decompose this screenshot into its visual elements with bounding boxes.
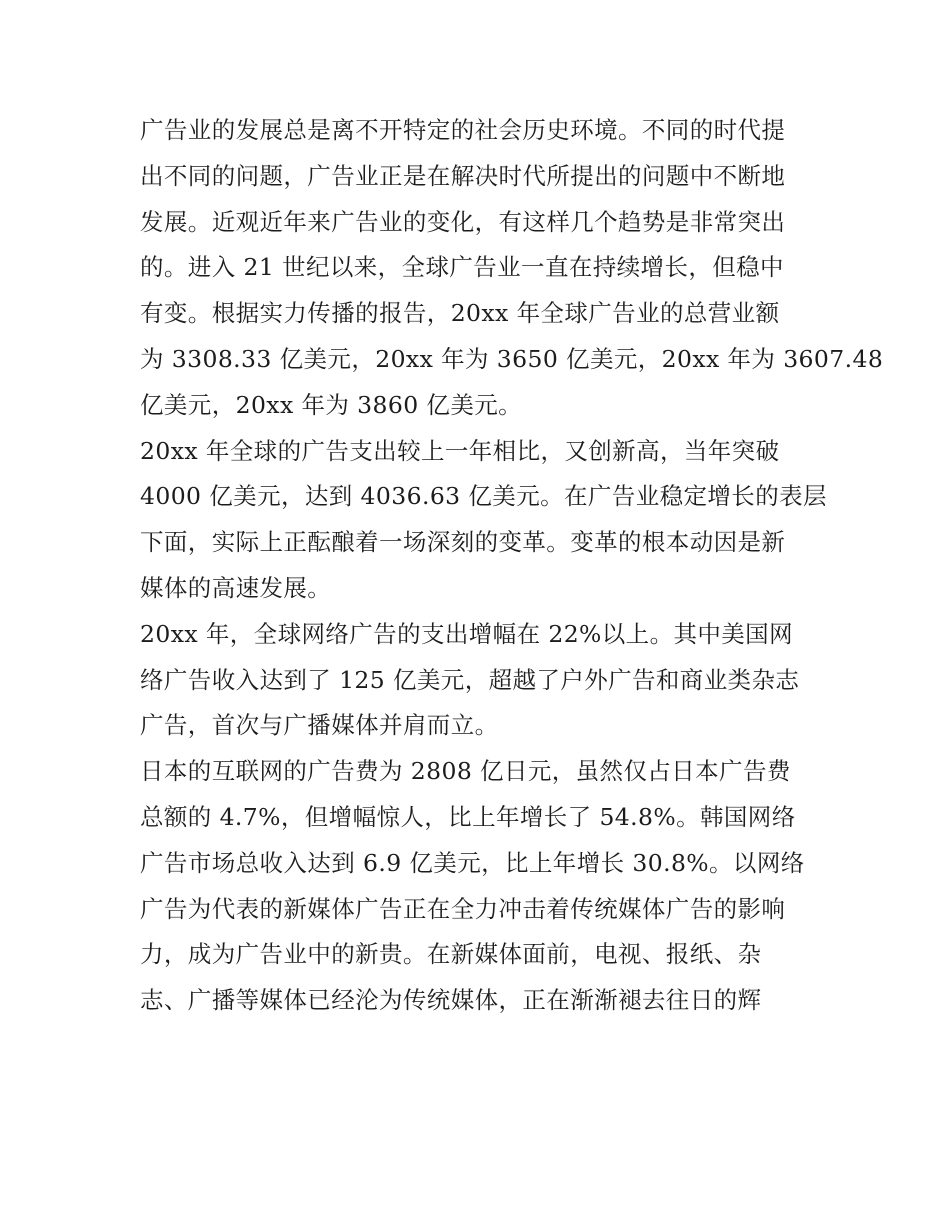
text-line: 总额的 4.7%，但增幅惊人，比上年增长了 54.8%。韩国网络 <box>140 802 796 831</box>
text-line: 媒体的高速发展。 <box>140 573 332 602</box>
text-line: 日本的互联网的广告费为 2808 亿日元，虽然仅占日本广告费 <box>140 757 791 786</box>
text-line: 下面，实际上正酝酿着一场深刻的变革。变革的根本动因是新 <box>140 528 786 557</box>
paragraph-3 <box>140 612 816 749</box>
document-body <box>140 108 884 1024</box>
paragraph-1 <box>140 108 884 429</box>
text-line: 有变。根据实力传播的报告，20xx 年全球广告业的总营业额 <box>140 299 780 328</box>
text-line: 志、广播等媒体已经沦为传统媒体，正在渐渐褪去往日的辉 <box>140 986 762 1015</box>
text-line: 络广告收入达到了 125 亿美元，超越了户外广告和商业类杂志 <box>140 665 800 694</box>
text-line: 的。进入 21 世纪以来，全球广告业一直在持续增长，但稳中 <box>140 253 784 282</box>
text-line: 广告为代表的新媒体广告正在全力冲击着传统媒体广告的影响 <box>140 894 786 923</box>
text-line: 发展。近观近年来广告业的变化，有这样几个趋势是非常突出 <box>140 207 786 236</box>
text-line: 广告市场总收入达到 6.9 亿美元，比上年增长 30.8%。以网络 <box>140 848 805 877</box>
text-line: 20xx 年全球的广告支出较上一年相比，又创新高，当年突破 <box>140 436 780 465</box>
text-line: 出不同的问题，广告业正是在解决时代所提出的问题中不断地 <box>140 161 786 190</box>
text-line: 亿美元，20xx 年为 3860 亿美元。 <box>140 390 523 419</box>
text-line: 广告业的发展总是离不开特定的社会历史环境。不同的时代提 <box>140 116 786 144</box>
text-line: 20xx 年，全球网络广告的支出增幅在 22%以上。其中美国网 <box>140 619 793 648</box>
text-line: 广告，首次与广播媒体并肩而立。 <box>140 711 499 740</box>
text-line: 4000 亿美元，达到 4036.63 亿美元。在广告业稳定增长的表层 <box>140 482 827 511</box>
text-line: 为 3308.33 亿美元，20xx 年为 3650 亿美元，20xx 年为 3607.48 <box>140 344 884 373</box>
paragraph-4 <box>140 749 816 1024</box>
paragraph-2 <box>140 429 827 612</box>
text-line: 力，成为广告业中的新贵。在新媒体面前，电视、报纸、杂 <box>140 940 762 969</box>
